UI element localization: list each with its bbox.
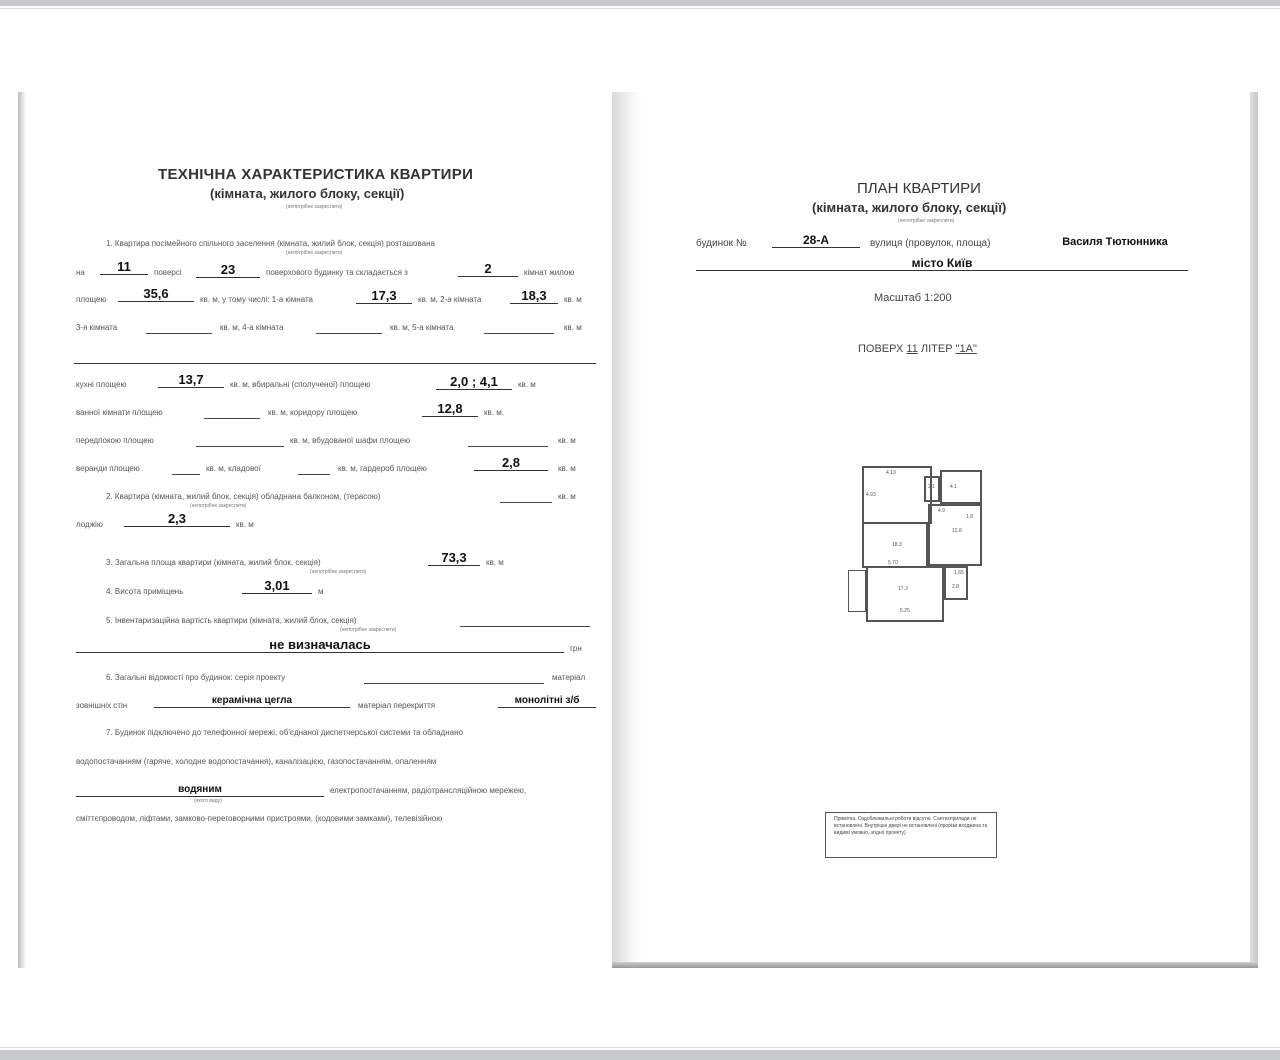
- label-walls: зовнішніх стін: [76, 701, 128, 710]
- wc-value: 2,0 ; 4,1: [436, 375, 512, 390]
- total-area-value: 73,3: [428, 551, 480, 566]
- plan-dimension: 12.8: [952, 528, 962, 534]
- label-bath: ванної кімнати площею: [76, 408, 163, 417]
- label-kvm: кв. м: [558, 464, 576, 473]
- page-edge-right: [1250, 92, 1258, 968]
- page-edge-bottom: [612, 962, 1258, 968]
- blank-field: [500, 501, 552, 503]
- label-closet: кв. м, вбудованої шафи площею: [290, 436, 411, 445]
- hint: (непотрібне закреслити): [190, 503, 247, 509]
- note-box: Примітка. Оздоблювальні роботи відсутні. Сантехприлади не встановлені. Внутрішні двері не встановлені (прорізи входжена та видимі умовно, згідно проекту): [825, 812, 997, 858]
- hint: (непотрібне закреслити): [310, 569, 367, 575]
- kitchen-value: 13,7: [158, 373, 224, 388]
- label-ploshcheyu: площею: [76, 295, 107, 304]
- label-kvm: кв. м: [518, 380, 536, 389]
- label-kvm: кв. м: [564, 323, 582, 332]
- wardrobe-value: 2,8: [474, 456, 548, 471]
- label-hall: передпокою площею: [76, 436, 154, 445]
- label-room3: 3-я кімната: [76, 323, 118, 332]
- p1-line: 1. Квартира посімейного спільного заселення (кімната, жилий блок, секція) розташована: [106, 239, 435, 248]
- label-kvm: кв. м: [486, 558, 504, 567]
- p5-line: 5. Інвентаризаційна вартість квартири (кімната, жилий блок, секція): [106, 616, 357, 625]
- p7-line2: водопостачанням (гаряче, холодне водопостачання), каналізацією, газопостачанням, опаленням: [76, 757, 437, 766]
- hint: (якого виду): [194, 798, 222, 804]
- right-page: [612, 92, 1258, 968]
- label-kvm: кв. м: [236, 520, 254, 529]
- p7-line4: сміттєпроводом, ліфтами, замково-переговорними пристроями, (кодовими замками), телевізійною: [76, 814, 443, 823]
- corridor-value: 12,8: [422, 402, 478, 417]
- plan-dimension: 4.9: [938, 508, 945, 514]
- plan-dimension: 4.1: [950, 484, 957, 490]
- label-material: матеріал: [552, 673, 586, 682]
- label-hrn: грн: [570, 644, 582, 653]
- label-wc: кв. м, вбиральні (сполученої) площею: [230, 380, 371, 389]
- blank-field: [146, 332, 212, 334]
- window-frame-top: [0, 0, 1280, 6]
- plan-room: [940, 470, 982, 504]
- p7-line1: 7. Будинок підключено до телефонної мережі, об'єднаної диспетчерської системи та обладнано: [106, 728, 463, 737]
- label-m: м: [318, 587, 324, 596]
- blank-field: [298, 473, 330, 475]
- building-value: 28-А: [772, 233, 860, 248]
- label-pantry: кв. м, кладової: [206, 464, 261, 473]
- loggia-value: 2,3: [124, 512, 230, 527]
- label-room2: кв. м, 2-а кімната: [418, 295, 482, 304]
- hint: (непотрібне закреслити): [286, 204, 343, 210]
- label-kimnat: кімнат жилою: [524, 268, 575, 277]
- blank-field: [468, 445, 548, 447]
- floor-plan: [848, 462, 998, 628]
- p4-line: 4. Висота приміщень: [106, 587, 184, 596]
- page-fold-shadow: [612, 92, 642, 968]
- label-kitchen: кухні площею: [76, 380, 127, 389]
- label-loggia: лоджію: [76, 520, 103, 529]
- left-title: ТЕХНІЧНА ХАРАКТЕРИСТИКА КВАРТИРИ: [158, 166, 474, 183]
- plan-loggia: [848, 570, 866, 612]
- label-veranda: веранди площею: [76, 464, 140, 473]
- left-subtitle: (кімната, жилого блоку, секції): [210, 186, 405, 201]
- plan-dimension: 1.8: [966, 514, 973, 520]
- blank-field: [316, 332, 382, 334]
- floors-total-value: 23: [196, 263, 260, 278]
- label-wardrobe: кв. м, гардероб площею: [338, 464, 427, 473]
- p3-line: 3. Загальна площа квартири (кімната, жилий блок, секція): [106, 558, 321, 567]
- liter-value: "1А": [955, 343, 977, 355]
- hint: (непотрібне закреслити): [340, 627, 397, 633]
- floor-line: [858, 343, 977, 355]
- plan-dimension: 17.3: [898, 586, 908, 592]
- label-building: будинок №: [696, 238, 747, 249]
- right-title: ПЛАН КВАРТИРИ: [857, 180, 981, 197]
- room2-value: 18,3: [510, 289, 558, 304]
- ceiling-value: монолітні з/б: [498, 695, 596, 708]
- blank-field: [196, 445, 284, 447]
- p6-line: 6. Загальні відомості про будинок: серія проекту: [106, 673, 286, 682]
- inventory-value: не визначалась: [76, 638, 564, 653]
- hint: (непотрібне закреслити): [286, 250, 343, 256]
- window-frame-bottom: [0, 1050, 1280, 1060]
- plan-dimension: 4.13: [886, 470, 896, 476]
- label-incl: кв. м, у тому числі: 1-а кімната: [200, 295, 314, 304]
- scale: Масштаб 1:200: [874, 292, 952, 304]
- blank-field: [172, 473, 200, 475]
- label-kvm: кв. м: [564, 295, 582, 304]
- floor-prefix: ПОВЕРХ: [858, 343, 904, 355]
- walls-value: керамічна цегла: [154, 695, 350, 708]
- label-kvm: кв. м: [558, 492, 576, 501]
- plan-dimension: 18.3: [892, 542, 902, 548]
- divider-rule: [74, 362, 596, 364]
- plan-dimension: 2.1: [928, 484, 935, 490]
- page-shadow: [18, 92, 26, 968]
- city-value: місто Київ: [696, 256, 1188, 271]
- hint: (непотрібне закреслити): [898, 218, 955, 224]
- room1-value: 17,3: [356, 289, 412, 304]
- liter-label: ЛІТЕР: [920, 343, 953, 355]
- plan-room: [928, 504, 982, 566]
- street-value: Василя Тютюнника: [1062, 236, 1168, 248]
- rooms-value: 2: [458, 262, 518, 277]
- label-poverkh: поверсі: [154, 268, 182, 277]
- label-kvm: кв. м: [558, 436, 576, 445]
- left-page: [18, 92, 616, 968]
- blank-field: [484, 332, 554, 334]
- height-value: 3,01: [242, 579, 312, 594]
- p2-line: 2. Квартира (кімната, жилий блок, секція) обладнана балконом, (терасою): [106, 492, 381, 501]
- p7-line3: електропостачанням, радіотрансляційною мережею,: [330, 786, 527, 795]
- plan-dimension: 4.93: [866, 492, 876, 498]
- blank-field: [460, 625, 590, 627]
- plan-dimension: 2.8: [952, 584, 959, 590]
- label-room5: кв. м, 5-а кімната: [390, 323, 454, 332]
- label-na: на: [76, 268, 85, 277]
- plan-dimension: 5.25: [900, 608, 910, 614]
- label-kvm: кв. м.: [484, 408, 504, 417]
- blank-field: [204, 417, 260, 419]
- floor-number: 11: [906, 343, 918, 355]
- living-area-value: 35,6: [118, 287, 194, 302]
- frame-divider: [0, 8, 1280, 9]
- label-poverkh-bud: поверхового будинку та складається з: [266, 268, 408, 277]
- floor-value: 11: [100, 260, 148, 275]
- label-street: вулиця (провулок, площа): [870, 238, 991, 249]
- frame-divider: [0, 1047, 1280, 1048]
- blank-field: [364, 682, 544, 684]
- label-ceiling: матеріал перекриття: [358, 701, 436, 710]
- label-corridor: кв. м, коридору площею: [268, 408, 358, 417]
- right-subtitle: (кімната, жилого блоку, секції): [812, 200, 1007, 215]
- label-room4: кв. м, 4-а кімната: [220, 323, 284, 332]
- plan-dimension: 5.70: [888, 560, 898, 566]
- plan-dimension: 1.65: [954, 570, 964, 576]
- heating-value: водяним: [76, 784, 324, 797]
